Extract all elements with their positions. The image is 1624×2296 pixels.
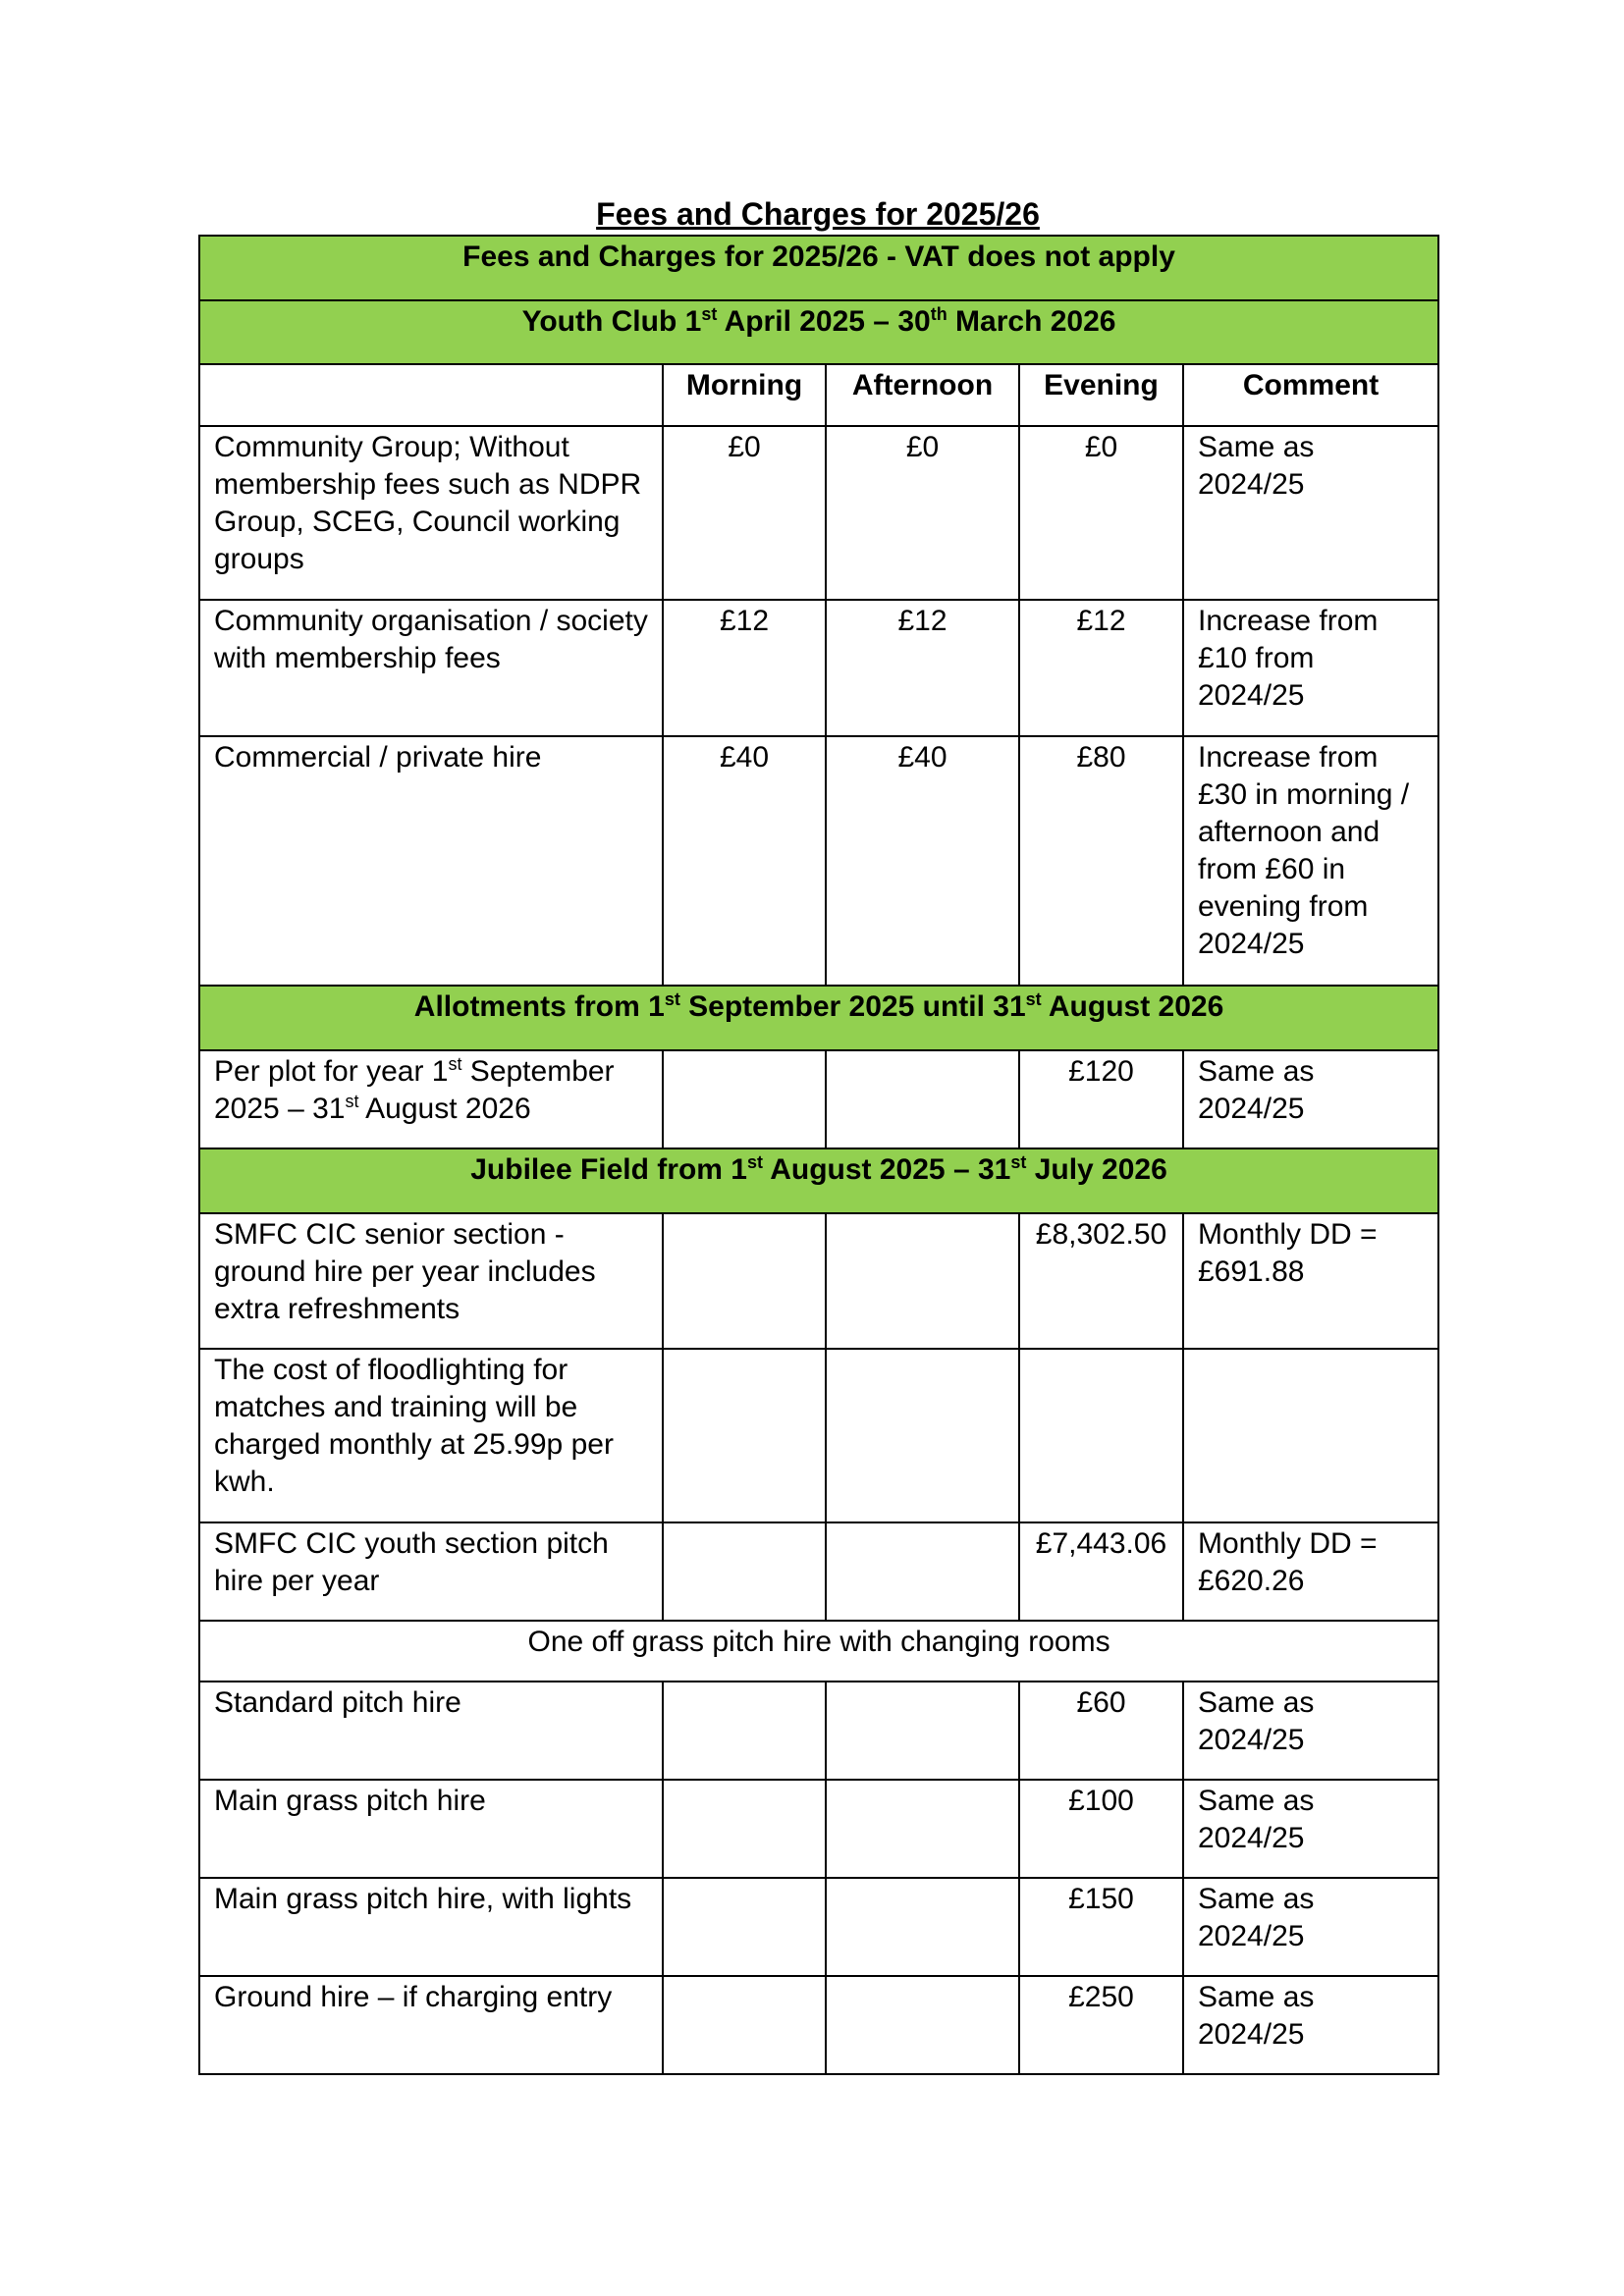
evening-fee: £250 — [1019, 1976, 1183, 2074]
table-row — [199, 1878, 1438, 1976]
row-description: Community Group; Without membership fees such as NDPR Group, SCEG, Council working groups — [199, 426, 663, 600]
vat-banner-row — [199, 236, 1438, 300]
row-comment: Monthly DD = £620.26 — [1183, 1522, 1438, 1621]
table-row — [199, 1050, 1438, 1148]
table-row — [199, 1976, 1438, 2074]
header-morning: Morning — [663, 364, 826, 426]
fees-table — [198, 235, 1439, 2075]
youth-club-heading-row — [199, 300, 1438, 364]
morning-fee — [663, 1878, 826, 1976]
row-description: Per plot for year 1st September 2025 – 31st August 2026 — [199, 1050, 663, 1148]
evening-fee: £80 — [1019, 736, 1183, 986]
row-comment: Same as 2024/25 — [1183, 1878, 1438, 1976]
afternoon-fee — [826, 1213, 1019, 1349]
jubilee-heading: Jubilee Field from 1st August 2025 – 31st July 2026 — [199, 1148, 1438, 1213]
afternoon-fee — [826, 1878, 1019, 1976]
row-description: Standard pitch hire — [199, 1682, 663, 1780]
afternoon-fee — [826, 1976, 1019, 2074]
table-row — [199, 1349, 1438, 1522]
table-row — [199, 1213, 1438, 1349]
morning-fee — [663, 1349, 826, 1522]
evening-fee: £150 — [1019, 1878, 1183, 1976]
morning-fee — [663, 1213, 826, 1349]
jubilee-heading-row — [199, 1148, 1438, 1213]
table-row — [199, 600, 1438, 736]
row-comment: Same as 2024/25 — [1183, 1682, 1438, 1780]
row-comment: Same as 2024/25 — [1183, 1780, 1438, 1878]
row-comment: Monthly DD = £691.88 — [1183, 1213, 1438, 1349]
table-row — [199, 1682, 1438, 1780]
page-title: Fees and Charges for 2025/26 — [596, 196, 1040, 232]
row-comment: Same as 2024/25 — [1183, 1050, 1438, 1148]
morning-fee — [663, 1522, 826, 1621]
one-off-label-row — [199, 1621, 1438, 1682]
afternoon-fee: £0 — [826, 426, 1019, 600]
table-row — [199, 1522, 1438, 1621]
evening-fee: £120 — [1019, 1050, 1183, 1148]
row-comment: Increase from £10 from 2024/25 — [1183, 600, 1438, 736]
youth-club-heading: Youth Club 1st April 2025 – 30th March 2026 — [199, 300, 1438, 364]
afternoon-fee — [826, 1522, 1019, 1621]
afternoon-fee: £12 — [826, 600, 1019, 736]
row-description: The cost of floodlighting for matches and training will be charged monthly at 25.99p per kwh. — [199, 1349, 663, 1522]
afternoon-fee — [826, 1050, 1019, 1148]
morning-fee — [663, 1976, 826, 2074]
header-afternoon: Afternoon — [826, 364, 1019, 426]
vat-banner: Fees and Charges for 2025/26 - VAT does not apply — [199, 236, 1438, 300]
header-comment: Comment — [1183, 364, 1438, 426]
morning-fee: £12 — [663, 600, 826, 736]
row-description: SMFC CIC youth section pitch hire per year — [199, 1522, 663, 1621]
allotments-heading: Allotments from 1st September 2025 until 31st August 2026 — [199, 986, 1438, 1050]
row-description: Ground hire – if charging entry — [199, 1976, 663, 2074]
evening-fee: £8,302.50 — [1019, 1213, 1183, 1349]
afternoon-fee — [826, 1349, 1019, 1522]
row-description: SMFC CIC senior section - ground hire per year includes extra refreshments — [199, 1213, 663, 1349]
afternoon-fee: £40 — [826, 736, 1019, 986]
table-row — [199, 1780, 1438, 1878]
evening-fee: £7,443.06 — [1019, 1522, 1183, 1621]
morning-fee — [663, 1682, 826, 1780]
row-comment: Same as 2024/25 — [1183, 1976, 1438, 2074]
row-comment: Increase from £30 in morning / afternoon and from £60 in evening from 2024/25 — [1183, 736, 1438, 986]
evening-fee — [1019, 1349, 1183, 1522]
afternoon-fee — [826, 1682, 1019, 1780]
morning-fee — [663, 1780, 826, 1878]
table-row — [199, 426, 1438, 600]
table-row — [199, 736, 1438, 986]
afternoon-fee — [826, 1780, 1019, 1878]
row-description: Main grass pitch hire — [199, 1780, 663, 1878]
row-comment: Same as 2024/25 — [1183, 426, 1438, 600]
evening-fee: £100 — [1019, 1780, 1183, 1878]
row-description: Commercial / private hire — [199, 736, 663, 986]
row-comment — [1183, 1349, 1438, 1522]
header-blank — [199, 364, 663, 426]
morning-fee: £40 — [663, 736, 826, 986]
morning-fee — [663, 1050, 826, 1148]
row-description: Main grass pitch hire, with lights — [199, 1878, 663, 1976]
one-off-label: One off grass pitch hire with changing rooms — [199, 1621, 1438, 1682]
evening-fee: £0 — [1019, 426, 1183, 600]
row-description: Community organisation / society with membership fees — [199, 600, 663, 736]
header-evening: Evening — [1019, 364, 1183, 426]
column-header-row — [199, 364, 1438, 426]
evening-fee: £60 — [1019, 1682, 1183, 1780]
evening-fee: £12 — [1019, 600, 1183, 736]
morning-fee: £0 — [663, 426, 826, 600]
allotments-heading-row — [199, 986, 1438, 1050]
